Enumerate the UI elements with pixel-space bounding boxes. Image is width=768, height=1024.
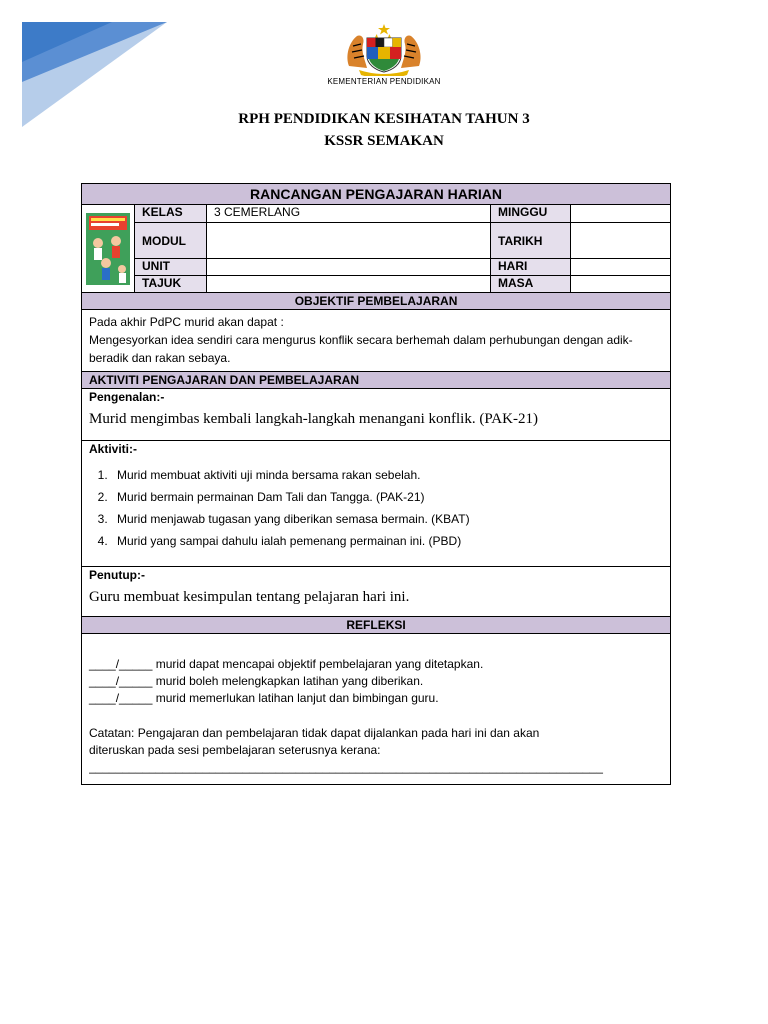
- pengenalan-text: Murid mengimbas kembali langkah-langkah menangani konflik. (PAK-21): [89, 411, 538, 427]
- modul-label: MODUL: [135, 223, 207, 259]
- aktiviti-header: AKTIVITI PENGAJARAN DAN PEMBELAJARAN: [82, 372, 671, 389]
- main-header: RANCANGAN PENGAJARAN HARIAN: [82, 184, 671, 205]
- document-subtitle: KSSR SEMAKAN: [324, 133, 444, 149]
- aktiviti-item: 2. Murid bermain permainan Dam Tali dan Tangga. (PAK-21): [111, 490, 663, 504]
- refleksi-line: ____/_____ murid boleh melengkapkan latihan yang diberikan.: [89, 674, 424, 688]
- ministry-name: KEMENTERIAN PENDIDIKAN: [327, 77, 441, 86]
- textbook-image-cell: [82, 205, 135, 293]
- aktiviti-item: 3. Murid menjawab tugasan yang diberikan semasa bermain. (KBAT): [111, 512, 663, 526]
- textbook-cover-icon: [86, 213, 130, 285]
- refleksi-line: ____/_____ murid memerlukan latihan lanjut dan bimbingan guru.: [89, 691, 439, 705]
- refleksi-section: [82, 634, 671, 785]
- tarikh-label: TARIKH: [491, 223, 571, 259]
- refleksi-line: ____/_____ murid dapat mencapai objektif pembelajaran yang ditetapkan.: [89, 657, 484, 671]
- modul-value[interactable]: [207, 223, 491, 259]
- masa-value[interactable]: [571, 276, 671, 293]
- kelas-value[interactable]: 3 CEMERLANG: [207, 205, 491, 223]
- tajuk-label: TAJUK: [135, 276, 207, 293]
- hari-value[interactable]: [571, 259, 671, 276]
- penutup-label: Penutup:-: [89, 568, 145, 582]
- penutup-text: Guru membuat kesimpulan tentang pelajaran hari ini.: [89, 589, 410, 605]
- ministry-logo: [318, 22, 450, 92]
- pengenalan-section: [82, 389, 671, 441]
- objektif-intro: Pada akhir PdPC murid akan dapat :: [89, 315, 284, 329]
- tarikh-value[interactable]: [571, 223, 671, 259]
- minggu-value[interactable]: [571, 205, 671, 223]
- masa-label: MASA: [491, 276, 571, 293]
- catatan-line: Catatan: Pengajaran dan pembelajaran tidak dapat dijalankan pada hari ini dan akan: [89, 726, 540, 740]
- objektif-header: OBJEKTIF PEMBELAJARAN: [82, 293, 671, 310]
- unit-label: UNIT: [135, 259, 207, 276]
- lesson-plan-table: [81, 183, 671, 785]
- aktiviti-list: [89, 468, 663, 548]
- objektif-content: [82, 310, 671, 372]
- aktiviti-section: [82, 441, 671, 567]
- aktiviti-item: 4. Murid yang sampai dahulu ialah pemenang permainan ini. (PBD): [111, 534, 663, 548]
- aktiviti-item: 1. Murid membuat aktiviti uji minda bersama rakan sebelah.: [111, 468, 663, 482]
- document-title: RPH PENDIDIKAN KESIHATAN TAHUN 3: [238, 111, 530, 127]
- minggu-label: MINGGU: [491, 205, 571, 223]
- refleksi-header: REFLEKSI: [82, 617, 671, 634]
- catatan-line: diteruskan pada sesi pembelajaran seterusnya kerana:: [89, 743, 381, 757]
- penutup-section: [82, 567, 671, 617]
- hari-label: HARI: [491, 259, 571, 276]
- malaysia-crest-icon: [343, 22, 425, 76]
- catatan-blank-line[interactable]: _____________________________________________________________________________: [89, 760, 603, 774]
- aktiviti-label: Aktiviti:-: [89, 442, 137, 456]
- kelas-label: KELAS: [135, 205, 207, 223]
- tajuk-value[interactable]: [207, 276, 491, 293]
- objektif-text: Mengesyorkan idea sendiri cara mengurus konflik secara berhemah dalam perhubungan dengan adik-beradik dan rakan sebaya.: [89, 333, 633, 365]
- pengenalan-label: Pengenalan:-: [89, 390, 165, 404]
- unit-value[interactable]: [207, 259, 491, 276]
